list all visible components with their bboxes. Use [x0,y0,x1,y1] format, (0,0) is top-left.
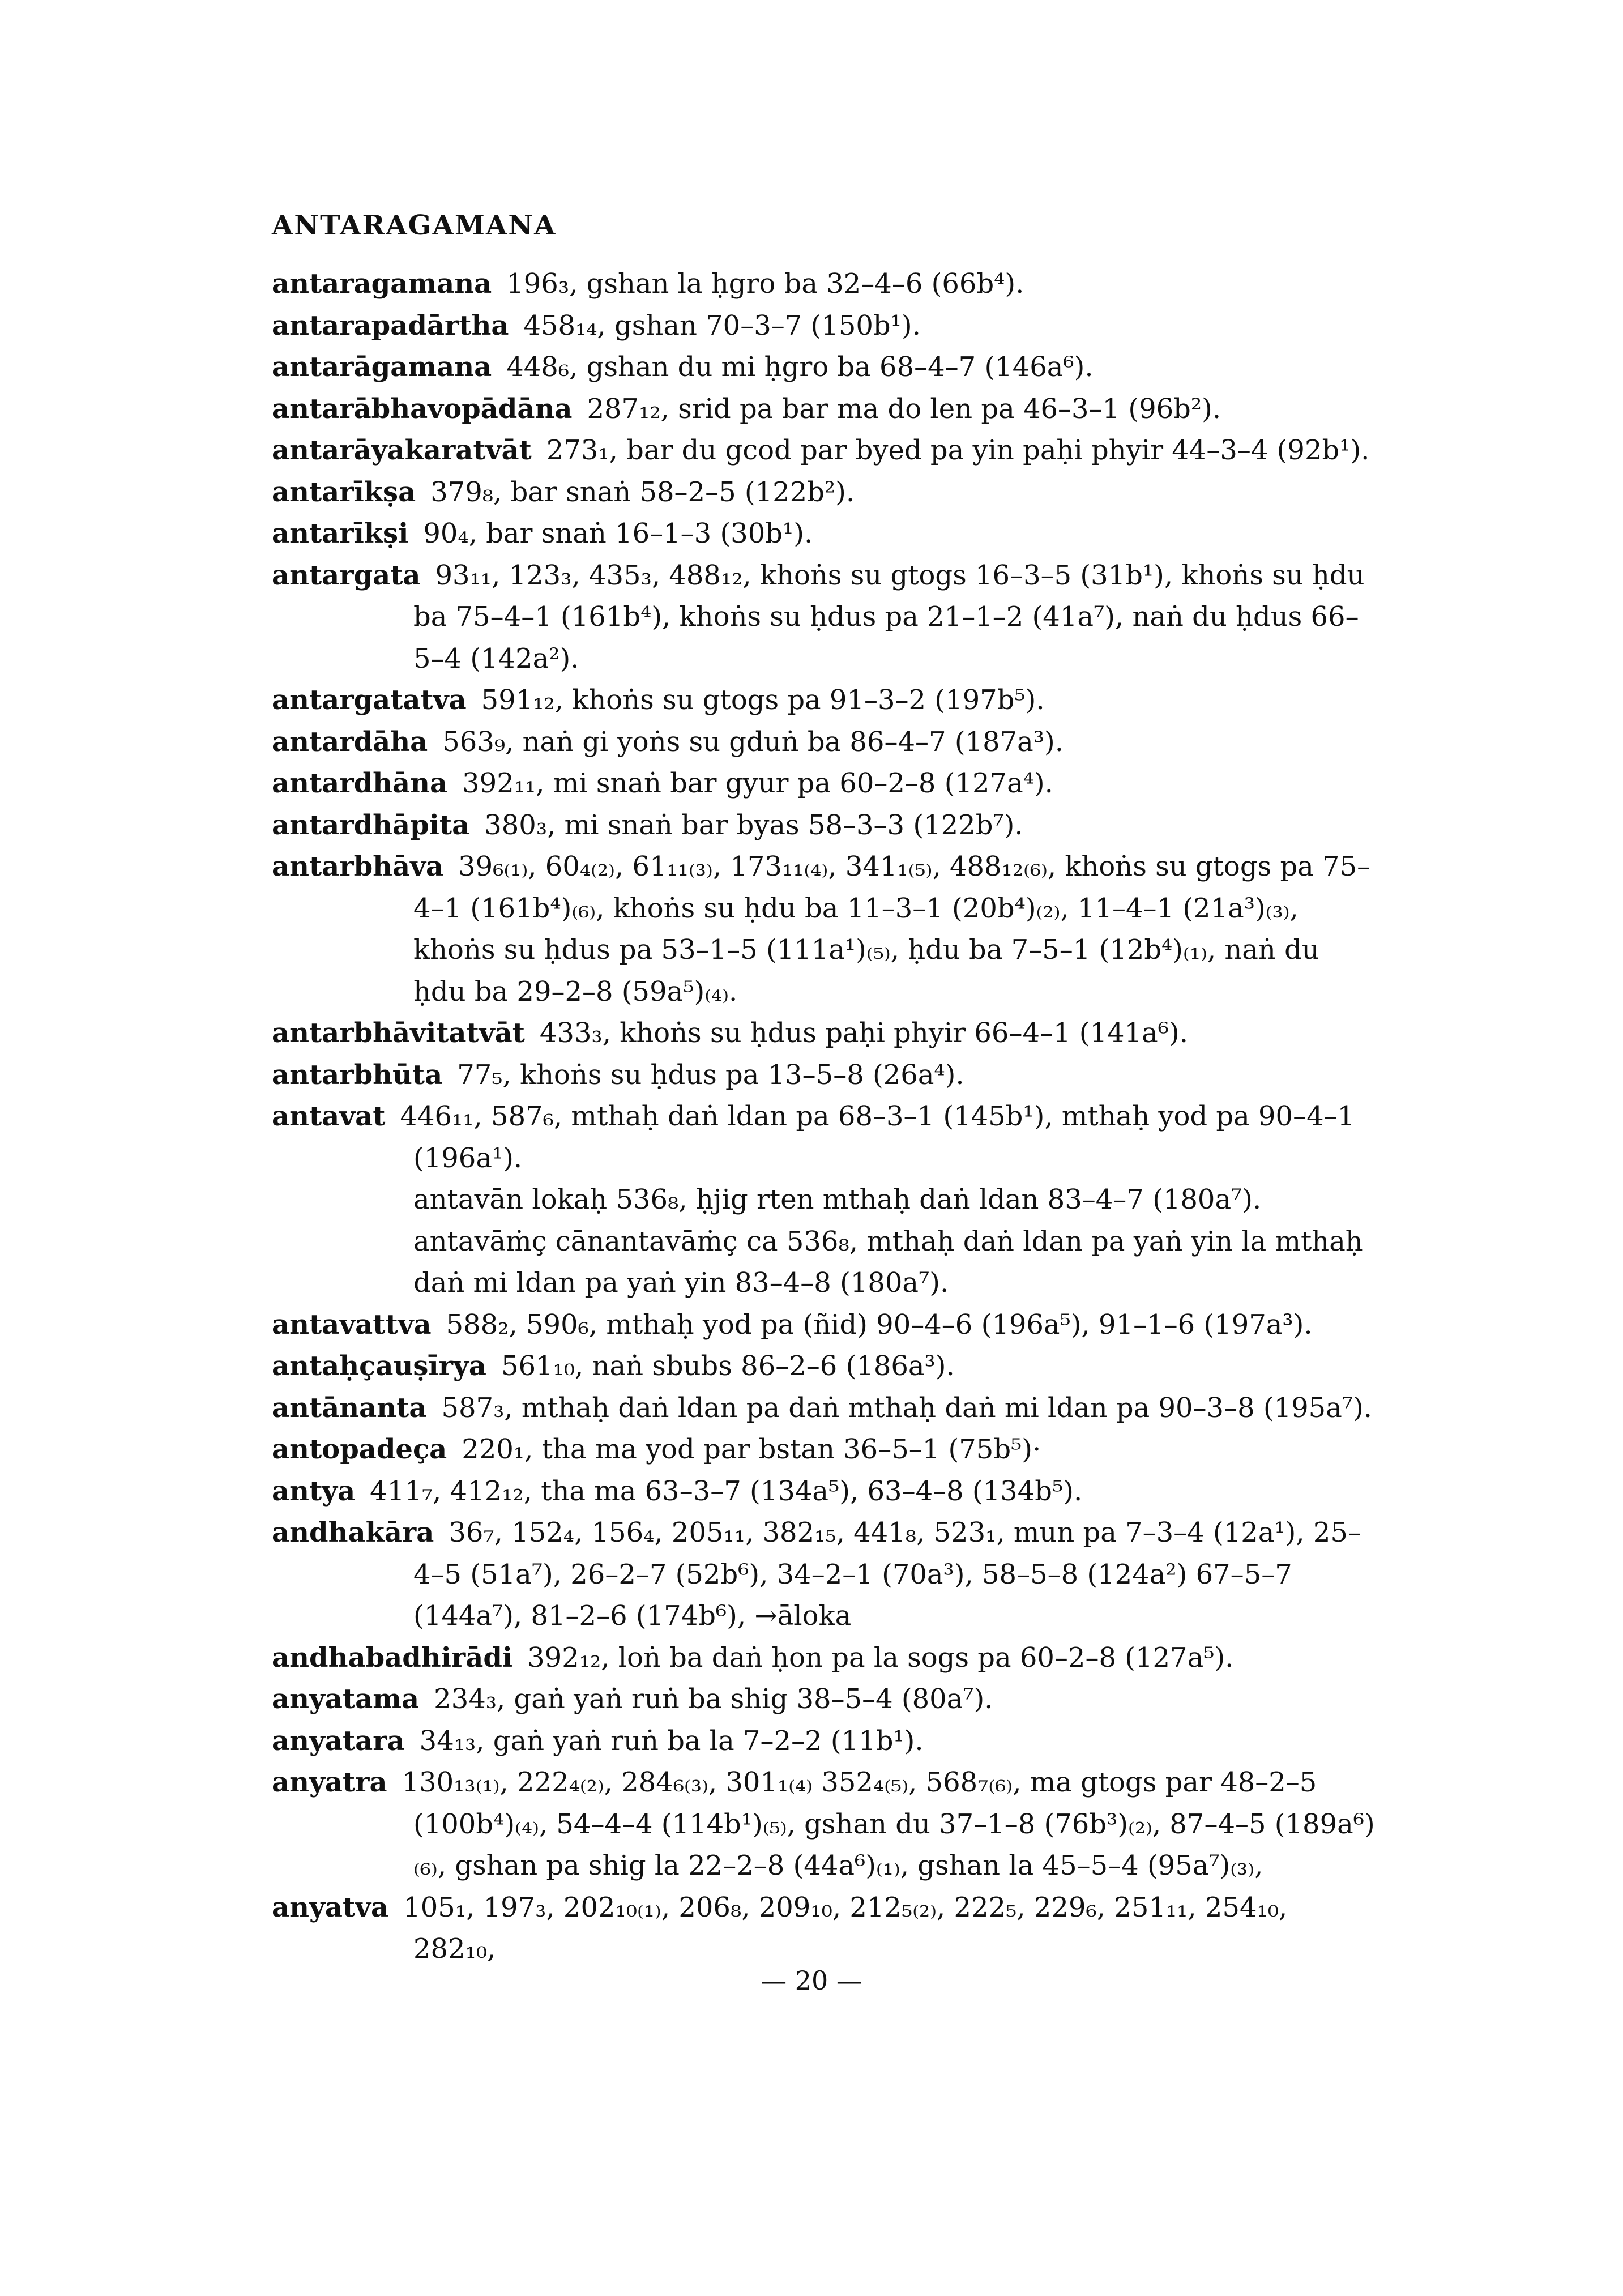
entry-headword: antavat [272,1100,386,1132]
dictionary-entry [272,1429,1376,1471]
entry-body: 563₉, naṅ gi yoṅs su gduṅ ba 86–4–7 (187a³). [442,725,1064,758]
entry-body: 287₁₂, srid pa bar ma do len pa 46–3–1 (96b²). [587,392,1221,425]
entry-headword: andhabadhirādi [272,1641,513,1674]
entry-headword: antaḥçauṣīrya [272,1350,486,1382]
entry-headword: antargata [272,559,421,591]
dictionary-entry [272,1721,1376,1762]
entry-headword: antarīkṣi [272,518,409,549]
dictionary-entry [272,347,1376,389]
entry-body: 588₂, 590₆, mthaḥ yod pa (ñid) 90–4–6 (196a⁵), 91–1–6 (197a³). [446,1308,1313,1341]
entry-headword: antānanta [272,1392,427,1424]
dictionary-entry [272,1096,1376,1179]
dictionary-entry [272,1887,1376,1970]
entry-body: 273₁, bar du gcod par byed pa yin paḥi phyir 44–3–4 (92b¹). [546,434,1370,466]
dictionary-entry [272,805,1376,847]
dictionary-entry [272,1762,1376,1887]
dictionary-entry [272,1013,1376,1055]
entry-headword: antarbhūta [272,1059,443,1091]
entry-body: 130₁₃₍₁₎, 222₄₍₂₎, 284₆₍₃₎, 301₁₍₄₎ 352₄₍₅₎, 568₇₍₆₎, ma gtogs par 48–2–5 (100b⁴)₍₄₎, 54–4–4 (114b¹)₍₅₎, gshan du 37–1–8 (76b³)₍₂₎, 87–4–5 (189a⁶)₍₆₎, gshan pa shig la 22–2–8 (44a⁶)₍₁₎, gshan la 45–5–4 (95a⁷)₍₃₎, [402,1766,1375,1881]
dictionary-entry [272,513,1376,555]
dictionary-entry [272,1304,1376,1346]
entry-body: 591₁₂, khoṅs su gtogs pa 91–3–2 (197b⁵). [481,684,1045,716]
entry-body: 448₆, gshan du mi ḥgro ba 68–4–7 (146a⁶). [506,351,1094,383]
entry-body: 446₁₁, 587₆, mthaḥ daṅ ldan pa 68–3–1 (145b¹), mthaḥ yod pa 90–4–1 (196a¹). [400,1100,1355,1174]
entry-body: 458₁₄, gshan 70–3–7 (150b¹). [523,309,921,342]
entry-headword: anyatama [272,1683,420,1715]
entry-headword: antarbhāvitatvāt [272,1017,525,1049]
dictionary-entry [272,263,1376,305]
entry-headword: antarāyakaratvāt [272,434,532,466]
entry-headword: antarapadārtha [272,309,509,342]
entry-body: 196₃, gshan la ḥgro ba 32–4–6 (66b⁴). [506,268,1024,300]
dictionary-entry [272,680,1376,722]
entry-body: 77₅, khoṅs su ḥdus pa 13–5–8 (26a⁴). [457,1059,964,1091]
entry-headword: antya [272,1475,356,1507]
entry-body: 561₁₀, naṅ sbubs 86–2–6 (186a³). [501,1350,955,1382]
entry-body: 105₁, 197₃, 202₁₀₍₁₎, 206₈, 209₁₀, 212₅₍₂₎, 222₅, 229₆, 251₁₁, 254₁₀, 282₁₀, [403,1891,1288,1965]
dictionary-entry [272,846,1376,1013]
entry-list [272,263,1376,1970]
dictionary-entry [272,430,1376,472]
entry-headword: anyatva [272,1891,389,1923]
entry-body: 234₃, gaṅ yaṅ ruṅ ba shig 38–5–4 (80a⁷). [434,1683,993,1715]
entry-subentry: antavān lokaḥ 536₈, ḥjig rten mthaḥ daṅ ldan 83–4–7 (180a⁷). [413,1184,1262,1215]
dictionary-entry [272,763,1376,805]
dictionary-entry [272,1055,1376,1096]
dictionary-entry [272,1512,1376,1637]
dictionary-entry [272,472,1376,514]
running-header: ANTARAGAMANA [272,210,557,241]
entry-headword: antargatatva [272,684,467,716]
dictionary-entry [272,1637,1376,1679]
entry-headword: antopadeça [272,1433,447,1465]
entry-body: 93₁₁, 123₃, 435₃, 488₁₂, khoṅs su gtogs 16–3–5 (31b¹), khoṅs su ḥdu ba 75–4–1 (161b⁴), khoṅs su ḥdus pa 21–1–2 (41a⁷), naṅ du ḥdus 66–5–4 (142a²). [413,559,1365,675]
entry-headword: anyatra [272,1766,387,1798]
entry-body: 34₁₃, gaṅ yaṅ ruṅ ba la 7–2–2 (11b¹). [419,1725,924,1757]
dictionary-entry [272,1679,1376,1721]
entry-headword: antardhāpita [272,809,470,841]
page-number: — 20 — [761,1965,862,1996]
entry-headword: antardāha [272,725,428,758]
entry-body: 411₇, 412₁₂, tha ma 63–3–7 (134a⁵), 63–4–8 (134b⁵). [370,1475,1083,1507]
entry-headword: anyatara [272,1725,405,1757]
dictionary-entry [272,555,1376,680]
entry-body: 392₁₂, loṅ ba daṅ ḥon pa la sogs pa 60–2–8 (127a⁵). [527,1641,1234,1674]
entry-headword: antavattva [272,1308,432,1341]
entry-headword: antaragamana [272,268,492,300]
entry-headword: antarīkṣa [272,476,416,508]
entry-body: 39₆₍₁₎, 60₄₍₂₎, 61₁₁₍₃₎, 173₁₁₍₄₎, 341₁₍₅₎, 488₁₂₍₆₎, khoṅs su gtogs pa 75–4–1 (161b⁴)₍₆₎, khoṅs su ḥdu ba 11–3–1 (20b⁴)₍₂₎, 11–4–1 (21a³)₍₃₎, khoṅs su ḥdus pa 53–1–5 (111a¹)₍₅₎, ḥdu ba 7–5–1 (12b⁴)₍₁₎, naṅ du ḥdu ba 29–2–8 (59a⁵)₍₄₎. [413,851,1371,1008]
dictionary-entry [272,1388,1376,1429]
dictionary-entry [272,1471,1376,1513]
entry-headword: antarābhavopādāna [272,392,573,425]
entry-body: 90₄, bar snaṅ 16–1–3 (30b¹). [423,518,813,549]
entry-headword: antarāgamana [272,351,492,383]
entry-headword: antardhāna [272,767,448,799]
entry-body: 36₇, 152₄, 156₄, 205₁₁, 382₁₅, 441₈, 523₁, mun pa 7–3–4 (12a¹), 25–4–5 (51a⁷), 26–2–7 (52b⁶), 34–2–1 (70a³), 58–5–8 (124a²) 67–5–7 (144a⁷), 81–2–6 (174b⁶), →āloka [413,1517,1361,1632]
entry-body: 392₁₁, mi snaṅ bar gyur pa 60–2–8 (127a⁴). [462,767,1053,799]
entry-body: 379₈, bar snaṅ 58–2–5 (122b²). [430,476,855,508]
entry-body: 380₃, mi snaṅ bar byas 58–3–3 (122b⁷). [484,809,1023,841]
entry-body: 587₃, mthaḥ daṅ ldan pa daṅ mthaḥ daṅ mi ldan pa 90–3–8 (195a⁷). [441,1392,1373,1424]
entry-subentry: antavāṁç cānantavāṁç ca 536₈, mthaḥ daṅ ldan pa yaṅ yin la mthaḥ daṅ mi ldan pa yaṅ yin 83–4–8 (180a⁷). [413,1225,1363,1299]
dictionary-entry [272,1346,1376,1388]
entry-headword: andhakāra [272,1517,434,1548]
entry-body: 433₃, khoṅs su ḥdus paḥi phyir 66–4–1 (141a⁶). [539,1017,1188,1049]
dictionary-entry [272,722,1376,763]
dictionary-entry [272,305,1376,347]
dictionary-entry [272,389,1376,430]
entry-body: 220₁, tha ma yod par bstan 36–5–1 (75b⁵)· [462,1433,1041,1465]
entry-headword: antarbhāva [272,851,444,882]
